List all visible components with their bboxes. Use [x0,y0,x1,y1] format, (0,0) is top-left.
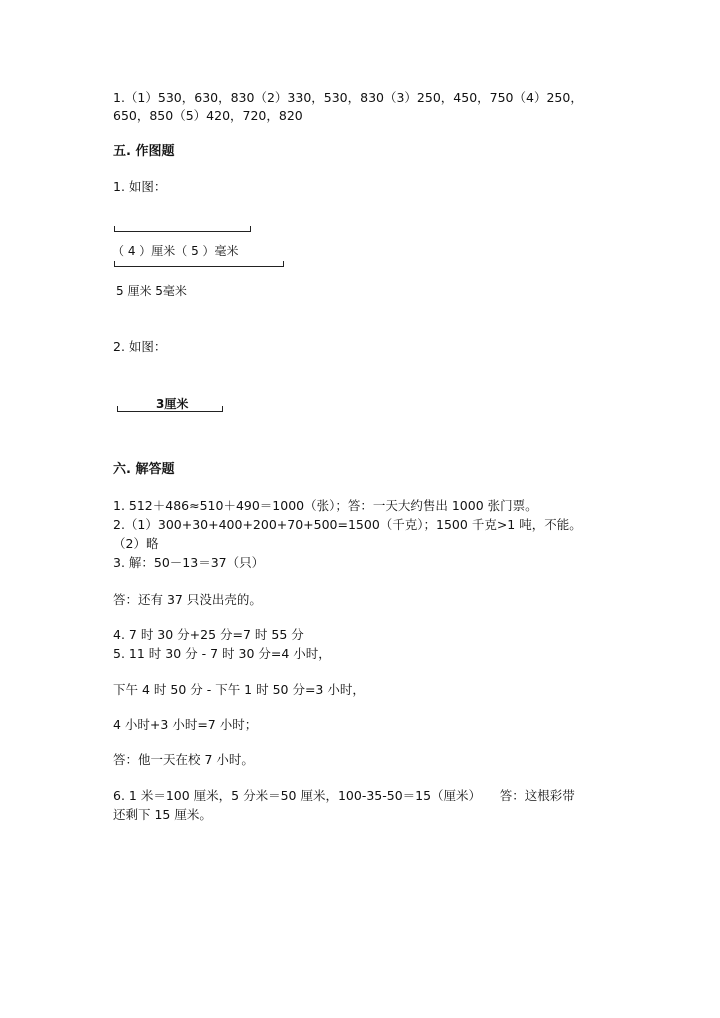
segment-3cm-label: 3厘米 [156,397,189,411]
answer-4-1-line-1: 1.（1）530，630，830（2）330，530，830（3）250，450，750（4）250， [113,90,583,105]
answer-6-5-line-3: 4 小时+3 小时=7 小时； [113,717,258,732]
answer-6-3-line-2: 答：还有 37 只没出壳的。 [113,592,262,607]
answer-6-2-line-1: 2.（1）300+30+400+200+70+500=1500（千克）；1500 千克>1 吨，不能。 [113,517,582,532]
answer-6-3-line-1: 3. 解：50－13＝37（只） [113,555,265,570]
segment-4cm5mm-label: （ 4 ）厘米（ 5 ）毫米 [112,244,239,258]
answer-6-5-line-1: 5. 11 时 30 分 - 7 时 30 分=4 小时， [113,646,331,661]
segment-5cm5mm-label: 5 厘米 5毫米 [116,284,187,298]
answer-4-1-line-2: 650，850（5）420，720，820 [113,108,303,123]
answer-6-6-line-2: 还剩下 15 厘米。 [113,807,212,822]
question-5-2-label: 2. 如图： [113,339,167,354]
answer-6-5-line-2: 下午 4 时 50 分 - 下午 1 时 50 分=3 小时， [113,682,365,697]
section-5-title: 五. 作图题 [113,144,175,159]
question-5-1-label: 1. 如图： [113,179,167,194]
answer-6-6-line-1: 6. 1 米＝100 厘米，5 分米＝50 厘米，100-35-50＝15（厘米） 答：这根彩带 [113,788,575,803]
section-6-title: 六. 解答题 [113,462,175,477]
answer-6-4: 4. 7 时 30 分+25 分=7 时 55 分 [113,627,304,642]
answer-6-1: 1. 512＋486≈510＋490＝1000（张）；答：一天大约售出 1000 张门票。 [113,498,538,513]
answer-6-5-line-4: 答：他一天在校 7 小时。 [113,752,254,767]
answer-6-2-line-2: （2）略 [113,536,159,551]
